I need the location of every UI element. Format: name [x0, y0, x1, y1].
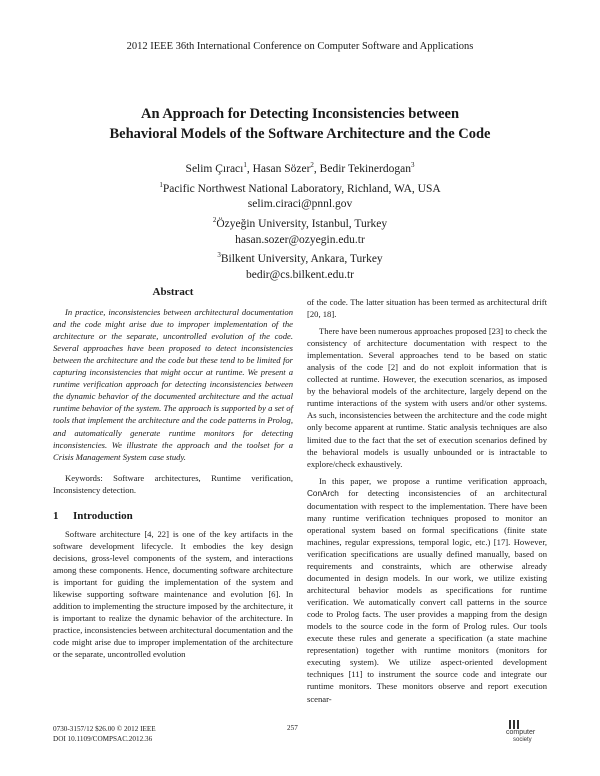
title-line-2: Behavioral Models of the Software Architecture and the Code: [109, 126, 491, 142]
affiliation-1-text: Pacific Northwest National Laboratory, Richland, WA, USA: [162, 182, 441, 195]
author-names: [0, 158, 600, 178]
affiliation-3-text: Bilkent University, Ankara, Turkey: [220, 253, 383, 266]
logo-text-society: society: [513, 737, 532, 743]
email-2: hasan.sozer@ozyegin.edu.tr: [235, 233, 365, 246]
conference-header: 2012 IEEE 36th International Conference on Computer Software and Applications: [126, 41, 474, 52]
email-3: bedir@cs.bilkent.edu.tr: [246, 269, 354, 282]
abstract-text: In practice, inconsistencies between architectural documentation and the code might arise due to improper implementation of the architecture or the separate, uncontrolled evolution of the code. Several approaches have been proposed to detect inconsistencies between the architecture and the code but these tend to be limited for capturing inconsistencies that might occur at runtime. We present a runtime verification approach for detecting inconsistencies between the dynamic behavior of the documented architecture and the actual runtime behavior of the system. The approach is supported by a set of tools that implement the architecture and the code patterns in Prolog, and automatically generate runtime monitors for detecting inconsistencies. We illustrate the approach and the toolset for a Crisis Management System case study.: [53, 307, 293, 462]
logo-text-computer: computer: [506, 729, 536, 736]
footer-issn: 0730-3157/12 $26.00 © 2012 IEEE: [53, 725, 156, 733]
affiliation-3-sup: 3: [217, 251, 221, 260]
computer-society-logo: [497, 720, 549, 746]
affiliation-2-sup: 2: [212, 216, 217, 225]
author-1: Selim Çıracı: [185, 162, 244, 175]
affiliation-3: [0, 248, 600, 268]
author-3: , Bedir Tekinerdogan: [313, 162, 411, 175]
author-2-sup: 2: [310, 161, 314, 169]
tool-name: ConArch: [307, 488, 339, 498]
p3-before: In this paper, we propose a runtime verification approach,: [319, 475, 547, 486]
right-column: [307, 296, 547, 705]
footer-doi: DOI 10.1109/COMPSAC.2012.36: [53, 735, 153, 743]
author-block: [0, 158, 600, 284]
author-2: , Hasan Sözer: [246, 162, 311, 175]
right-paragraph-1: of the code. The latter situation has been termed as architectural drift [20, 18].: [307, 297, 547, 320]
email-1: selim.ciraci@pnnl.gov: [247, 198, 353, 211]
section-title: Introduction: [73, 509, 133, 522]
left-column: [53, 286, 293, 660]
affiliation-2: [0, 213, 600, 233]
keywords: Keywords: Software architectures, Runtime verification, Inconsistency detection.: [53, 472, 293, 495]
affiliation-1-sup: 1: [159, 180, 163, 189]
author-1-sup: 1: [243, 161, 247, 169]
footer-copyright: [53, 724, 156, 744]
p3-after: for detecting inconsistencies of an architectural documentation with respect to the implementation. There have been many runtime verification techniques proposed to monitor an operational system based on formal specifications (finite state machines, regular expressions, temporal logic, etc.) [17]. However, verification specifications are usually defined manually, based on requirements and constraints, which are otherwise already documented in design models. In our work, we utilize existing architectural behavior models as specifications for runtime verification. We automatically convert call patterns in the source code to Prolog facts. The user provides a mapping from the design models to the source code in the form of Prolog rules. Our tools execute these rules and generate a specification (a state machine representation) together with runtime monitors (monitors for executing system). We utilize aspect-oriented development techniques [11] to instrument the source code and integrate our runtime monitors. These monitors observe and report execution scenar-: [307, 487, 547, 704]
title-line-1: An Approach for Detecting Inconsistencies between: [140, 106, 460, 122]
section-number: 1: [53, 509, 59, 522]
affiliation-2-text: Özyeğin University, Istanbul, Turkey: [216, 217, 388, 230]
abstract-heading: Abstract: [152, 286, 194, 298]
right-paragraph-2: There have been numerous approaches proposed [23] to check the consistency of architecture documentation with respect to the implementation. Several approaches tend to be based on static analysis of the code [2] and do not exploit information that is collected at runtime. However, the execution scenarios, as imposed by the behavioral models of the architecture, largely depend on the runtime interactions of the system with users and/or other systems. As such, inconsistencies between the architecture and the code might only become apparent at runtime. Static analysis techniques are also limited due to the fact that the set of execution scenarios defined by the behavioral models is usually unbounded or is intractable to explore/check exhaustively.: [307, 326, 547, 469]
section-heading-introduction: [53, 510, 293, 522]
intro-paragraph: Software architecture [4, 22] is one of the key artifacts in the software development lifecycle. It embodies the key design decisions, gross-level components of the system, and interactions among these components. Hence, documenting software architecture is important for guiding the implementation of the system and likewise supporting software maintenance and evolution [6]. In addition to implementing the structure imposed by the architecture, it is important to realize the dynamic behavior of the architecture. In practice, inconsistencies between architectural documentation and the code might arise due to improper implementation of the architecture or the separate, uncontrolled evolution: [53, 528, 293, 660]
page-number: 257: [287, 724, 298, 732]
right-paragraph-3: [307, 475, 547, 705]
affiliation-1: [0, 178, 600, 198]
paper-title: [0, 104, 600, 144]
author-3-sup: 3: [410, 161, 415, 169]
